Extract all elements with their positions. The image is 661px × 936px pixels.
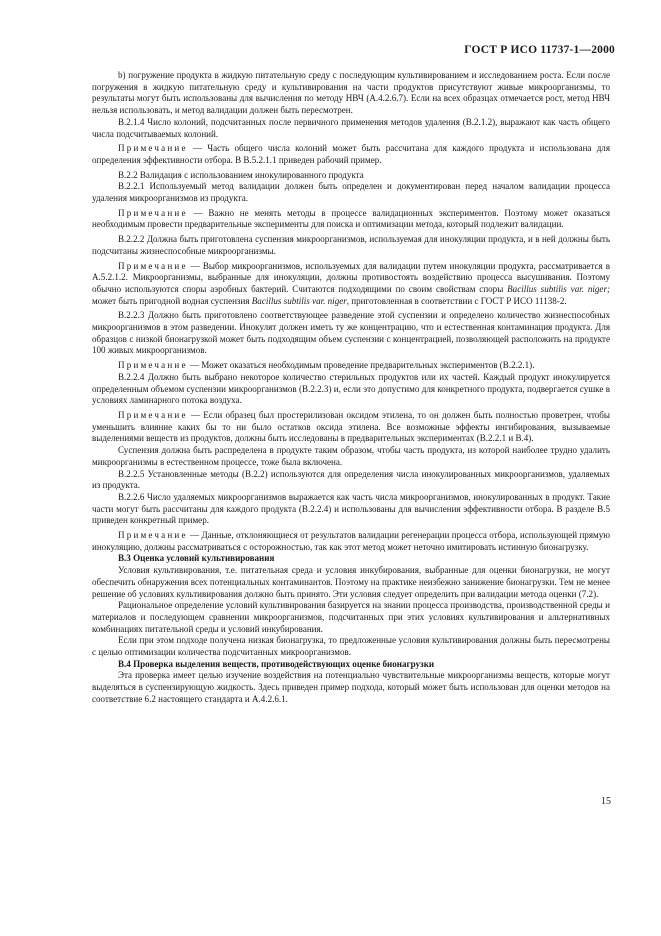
- paragraph: В.2.2.4 Должно быть выбрано некоторое количество стерильных продуктов или их частей. Каждый продукт инокулируется определенным объемом суспензии микроорганизмов (В.2.2.3) и, если это допустимо для конкретного продукта, подвергается сушке в условиях ламинарного потока воздуха.: [92, 371, 610, 406]
- note: [92, 261, 610, 308]
- page-body: [92, 70, 610, 706]
- note-text: , приготовленная в соответствии с ГОСТ Р ИСО 11138-2.: [346, 295, 567, 306]
- note-text: — Если образец был простерилизован оксидом этилена, то он должен быть полностью проветрен, чтобы уменьшить влияние каких бы то ни было остатков оксида этилена. Все возможные эффекты ингибирования, вызываемые выделениями веществ из продуктов, должны быть исследованы в предварительных экспериментах (В.2.2.1 и В.4).: [92, 409, 610, 444]
- note-label: Примечание: [118, 530, 188, 541]
- note-text: — Данные, отклоняющиеся от результатов валидации регенерации процесса отбора, использующей прямую инокуляцию, должны рассматриваться с осторожностью, так как этот метод может неточно имитировать истинную бионагрузку.: [92, 530, 610, 552]
- species-name: Bacillus subtilis var. niger;: [507, 283, 610, 294]
- paragraph: Эта проверка имеет целью изучение воздействия на потенциально чувствительные микроорганизмы веществ, которые могут выделяться в суспензирующую жидкость. Здесь приведен пример подхода, который может быть использован для оценки методов на соответствие 6.2 настоящего стандарта и А.4.2.6.1.: [92, 670, 610, 704]
- paragraph: Условия культивирования, т.е. питательная среда и условия инкубирования, выбранные для оценки бионагрузки, не могут обеспечить обнаружения всех потенциальных контаминантов. Поэтому на практике неизбежно занижение бионагрузки. Тем не менее решение об условиях культивирования должно быть принято. Эти условия следует определить при валидации метода оценки (7.2).: [92, 565, 610, 599]
- paragraph: b) погружение продукта в жидкую питательную среду с последующим культивированием и исследованием роста. Если после погружения в жидкую питательную среду и культивирования на части продуктов присутствуют живые микроорганизмы, то результаты могут быть использованы для вычисления по методу НВЧ (А.4.2.6.7). Если на всех образцах отмечается рост, метод НВЧ нельзя использовать, и метод валидации должен быть пересмотрен.: [92, 70, 610, 116]
- note-text: — Часть общего числа колоний может быть рассчитана для каждого продукта и использована для определения эффективности отбора. В В.5.2.1.1 приведен рабочий пример.: [92, 143, 610, 165]
- note-label: Примечание: [118, 360, 188, 371]
- species-name: Bacillus subtilis var. niger: [251, 295, 347, 306]
- paragraph: Если при этом подходе получена низкая бионагрузка, то предложенные условия культивирования должны быть пересмотрены с целью оптимизации количества подсчитанных микроорганизмов.: [92, 635, 610, 658]
- paragraph: В.2.2.6 Число удаляемых микроорганизмов выражается как часть числа микроорганизмов, инокулированных в продукт. Такие части могут быть рассчитаны для каждого продукта (В.2.2.4) и использованы для вычисления эффективности отбора. В разделе В.5 приведен конкретный пример.: [92, 491, 610, 526]
- note-text: — Важно не менять методы в процессе валидационных экспериментов. Поэтому может оказаться необходимым провести предварительные эксперименты для поиска и оптимизации метода, который подлежит валидации.: [92, 207, 610, 230]
- paragraph: В.2.2.3 Должно быть приготовлено соответствующее разведение этой суспензии и определено количество жизнеспособных микроорганизмов в этом разведении. Инокулят должен иметь ту же концентрацию, что и естественная контаминация продукта. Для образцов с низкой бионагрузкой может быть подходящим объем суспензии с концентрацией, позволяющей расположить на продукте 100 живых микроорганизмов.: [92, 310, 610, 356]
- document-header: ГОСТ Р ИСО 11737-1—2000: [464, 44, 615, 56]
- section-heading: В.4 Проверка выделения веществ, противодействующих оценке бионагрузки: [118, 658, 435, 669]
- paragraph: В.2.2.5 Установленные методы (В.2.2) используются для определения числа инокулированных микроорганизмов, удаляемых из продукта.: [92, 468, 610, 491]
- note: [92, 410, 610, 445]
- note-label: Примечание: [118, 207, 188, 218]
- note: [92, 530, 610, 553]
- subsection-title: В.2.2 Валидация с использованием инокулированного продукта: [118, 169, 364, 180]
- paragraph: В.2.1.4 Число колоний, подсчитанных после первичного применения методов удаления (В.2.1.2), выражают как часть общего числа подсчитываемых колоний.: [92, 116, 610, 139]
- section-heading: В.3 Оценка условий культивирования: [118, 553, 275, 564]
- note: [92, 208, 610, 231]
- note: [92, 360, 610, 372]
- note-label: Примечание: [118, 143, 188, 154]
- note-label: Примечание: [118, 409, 188, 420]
- page-number: 15: [601, 796, 611, 807]
- paragraph: В.2.2.1 Используемый метод валидации должен быть определен и документирован перед началом валидации процесса удаления микроорганизмов из продукта.: [92, 181, 610, 204]
- note-text: — Выбор микроорганизмов, используемых для валидации путем инокуляции продукта, рассматривается в А.5.2.1.2. Микроорганизмы, выбранные для инокуляции, должны противостоять воздействию процесса высушивания. Поэтому обычно используются споры аэробных бактерий. Считаются подходящими по своим свойствам споры: [92, 260, 610, 294]
- paragraph: В.2.2.2 Должна быть приготовлена суспензия микроорганизмов, используемая для инокуляции продукта, и в ней должны быть подсчитаны жизнеспособные микроорганизмы.: [92, 234, 610, 256]
- note-text: может быть пригодной водная суспензия: [92, 295, 252, 306]
- note-label: Примечание: [118, 260, 188, 271]
- paragraph: Рациональное определение условий культивирования базируется на знании процесса производства, производственной среды и материалов и последующем сравнении микроорганизмов, подсчитанных при этих условиях культивирования и альтернативных комбинациях питательной среды и условий инкубирования.: [92, 600, 610, 634]
- paragraph: Суспензия должна быть распределена в продукте таким образом, чтобы часть продукта, из которой наиболее трудно удалить микроорганизмы в естественном процессе, тоже была включена.: [92, 445, 610, 467]
- note: [92, 143, 610, 166]
- note-text: — Может оказаться необходимым проведение предварительных экспериментов (В.2.2.1).: [187, 360, 535, 371]
